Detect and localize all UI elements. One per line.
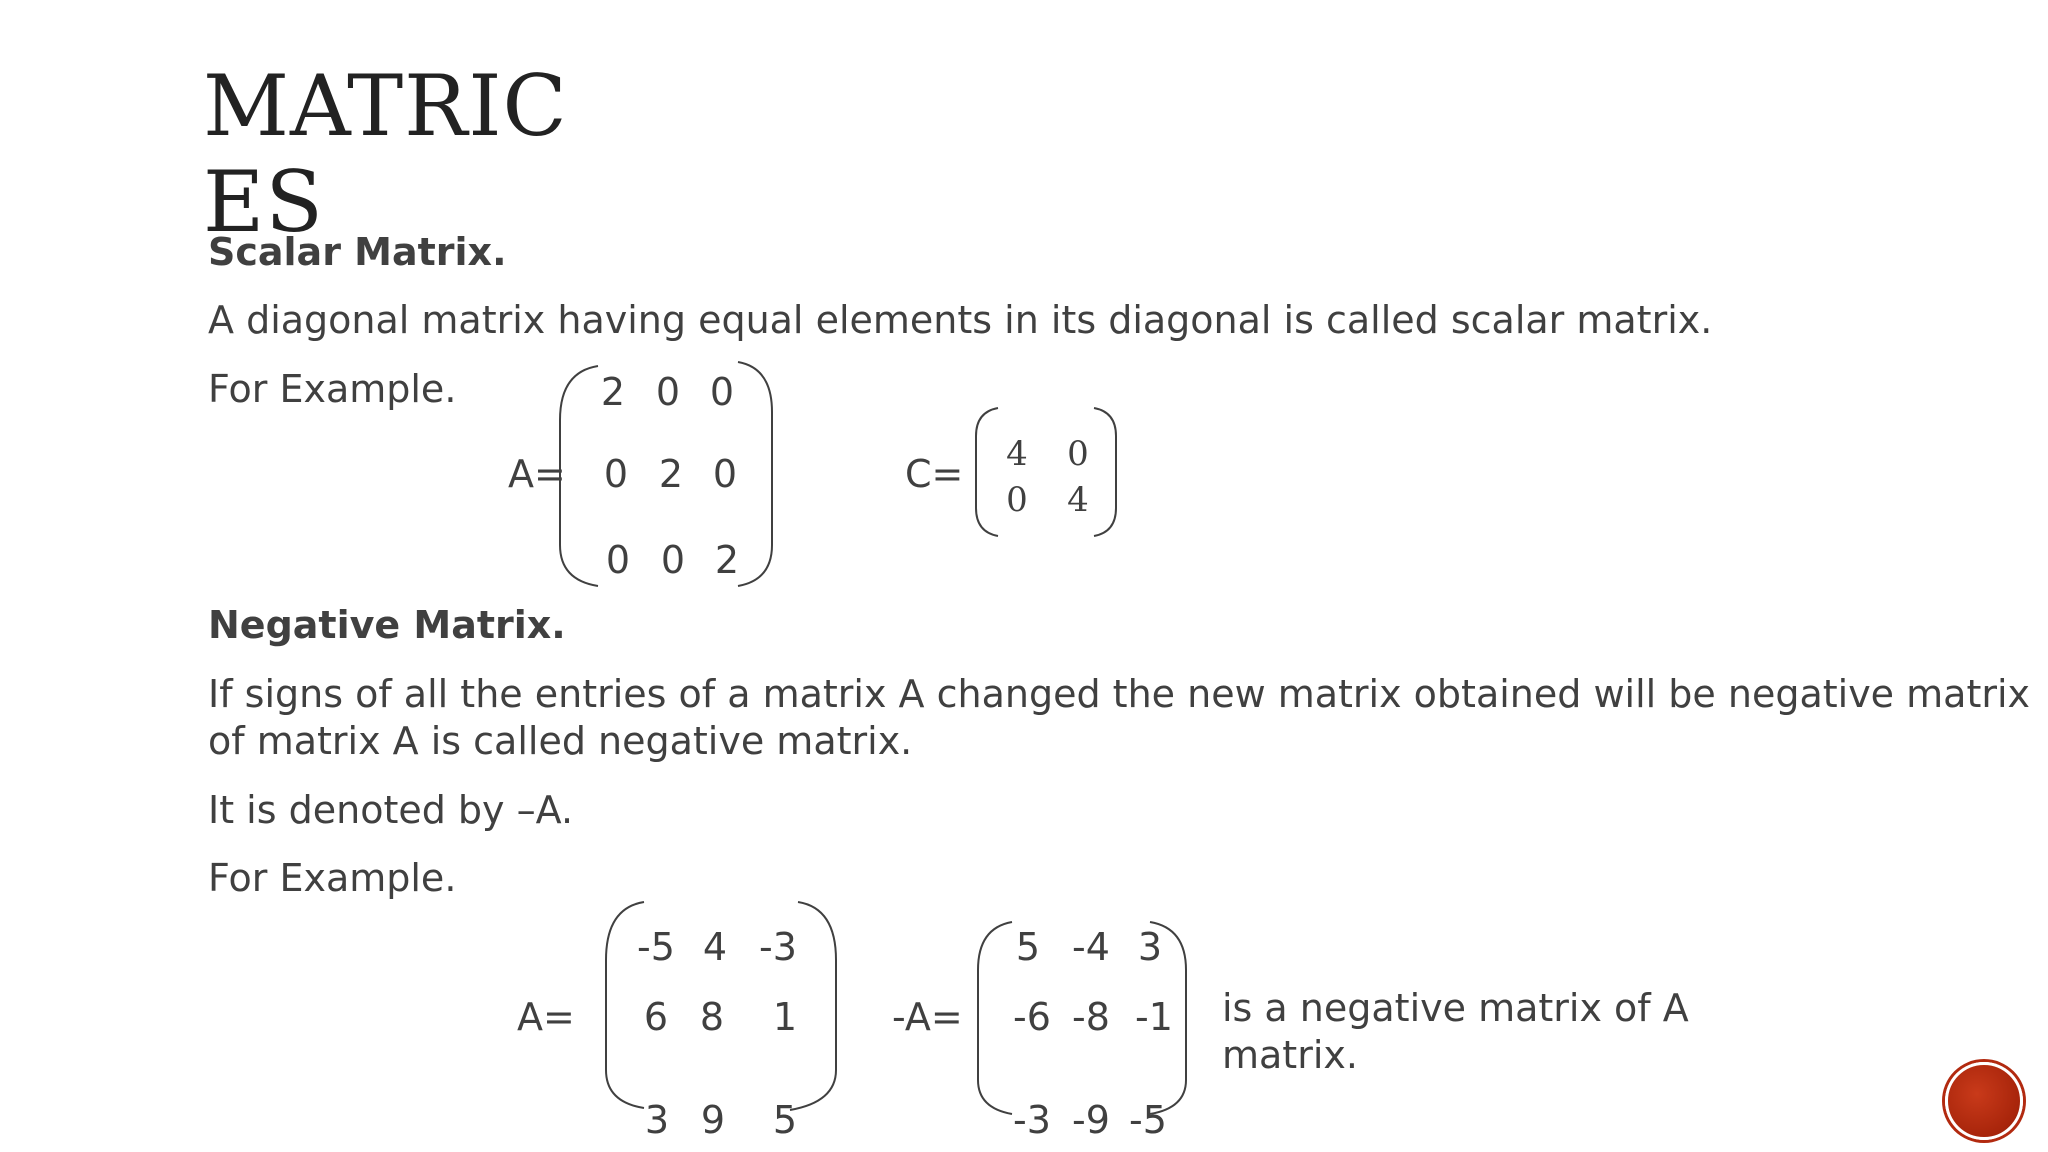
negative-a-cell: 5 — [772, 1098, 798, 1142]
scalar-a-cell: 0 — [709, 370, 735, 414]
scalar-a-cell: 0 — [712, 452, 738, 496]
negative-denoted-text: It is denoted by –A. — [208, 788, 574, 832]
scalar-example-label: For Example. — [208, 367, 457, 411]
scalar-a-cell: 0 — [603, 452, 629, 496]
negative-a-cell: 8 — [699, 995, 725, 1039]
negative-a-cell: 9 — [700, 1098, 726, 1142]
scalar-matrix-heading: Scalar Matrix. — [208, 230, 507, 274]
scalar-a-left-bracket — [560, 366, 598, 586]
next-slide-icon[interactable] — [1945, 1062, 2023, 1140]
negative-a-cell: -3 — [759, 925, 797, 969]
negative-a-cell: -5 — [637, 925, 675, 969]
scalar-c-right-bracket — [1094, 408, 1116, 536]
negative-neg-a-cell: -6 — [1013, 995, 1051, 1039]
scalar-c-cell: 0 — [1006, 480, 1028, 520]
scalar-c-cell: 4 — [1006, 434, 1028, 474]
negative-matrix-definition: If signs of all the entries of a matrix A changed the new matrix obtained will be negative matrix of matrix A is called negative matrix. — [208, 672, 2031, 763]
scalar-a-cell: 0 — [605, 538, 631, 582]
scalar-matrix-definition: A diagonal matrix having equal elements in its diagonal is called scalar matrix. — [208, 298, 1713, 342]
negative-neg-a-cell: -3 — [1013, 1098, 1051, 1142]
negative-example-label: For Example. — [208, 856, 457, 900]
negative-neg-a-left-bracket — [978, 922, 1012, 1114]
negative-neg-a-cell: -8 — [1072, 995, 1110, 1039]
scalar-a-cell: 0 — [655, 370, 681, 414]
negative-a-left-bracket — [606, 902, 644, 1108]
negative-matrix-neg-a-label: -A= — [892, 995, 963, 1039]
negative-a-cell: 6 — [643, 995, 669, 1039]
negative-neg-a-cell: 3 — [1137, 925, 1163, 969]
scalar-c-cell: 4 — [1067, 480, 1089, 520]
negative-a-cell: 1 — [772, 995, 798, 1039]
negative-a-right-bracket — [790, 902, 836, 1110]
negative-neg-a-cell: -1 — [1135, 995, 1173, 1039]
scalar-a-cell: 2 — [658, 452, 684, 496]
negative-neg-a-right-bracket — [1150, 922, 1186, 1114]
negative-neg-a-cell: -5 — [1129, 1098, 1167, 1142]
scalar-a-cell: 2 — [714, 538, 740, 582]
negative-matrix-heading: Negative Matrix. — [208, 603, 566, 647]
scalar-a-cell: 2 — [600, 370, 626, 414]
scalar-c-left-bracket — [976, 408, 998, 536]
negative-neg-a-cell: 5 — [1015, 925, 1041, 969]
negative-matrix-a-label: A= — [517, 995, 575, 1039]
slide-title: MATRICES — [203, 57, 568, 251]
scalar-c-cell: 0 — [1067, 434, 1089, 474]
scalar-a-cell: 0 — [660, 538, 686, 582]
scalar-matrix-a-label: A= — [508, 452, 566, 496]
negative-matrix-caption: is a negative matrix of A matrix. — [1222, 986, 1689, 1077]
negative-neg-a-cell: -4 — [1072, 925, 1110, 969]
negative-a-cell: 4 — [702, 925, 728, 969]
scalar-a-right-bracket — [738, 362, 772, 586]
negative-a-cell: 3 — [644, 1098, 670, 1142]
scalar-matrix-c-label: C= — [905, 452, 964, 496]
negative-neg-a-cell: -9 — [1072, 1098, 1110, 1142]
